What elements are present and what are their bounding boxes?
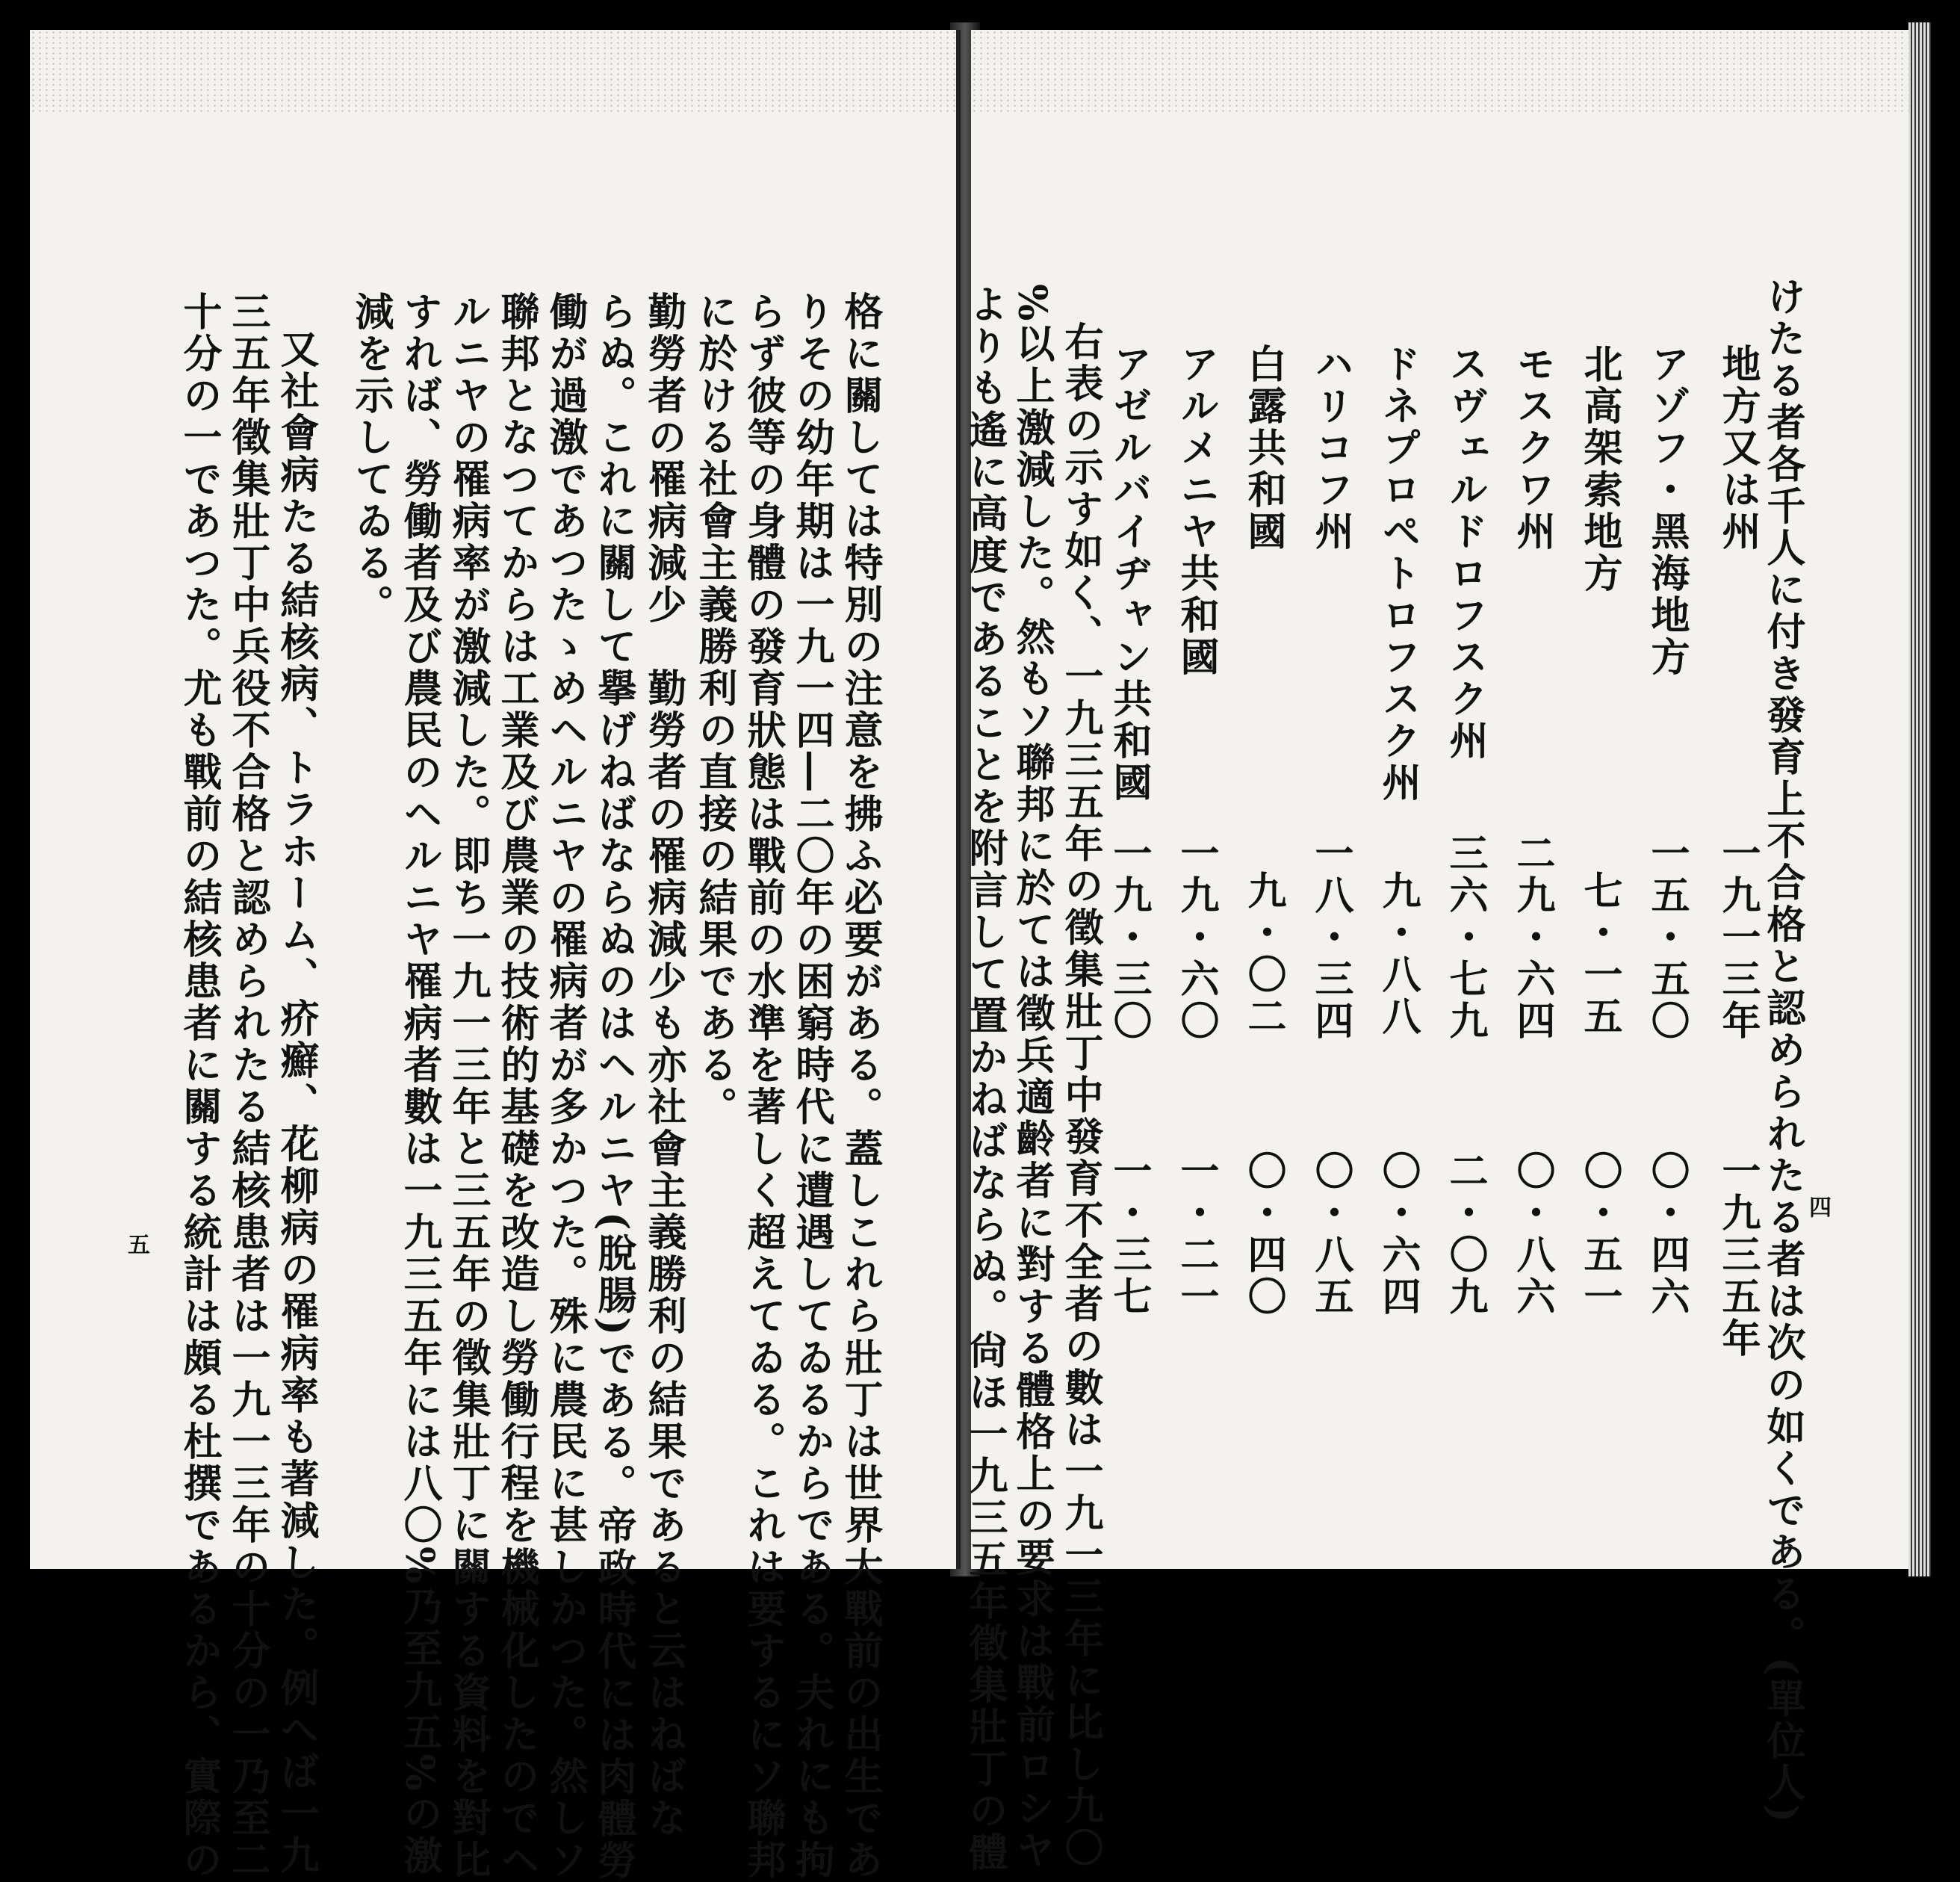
table-row-region: ドネプロペトロフスク州 — [1375, 344, 1421, 804]
table-row-1913: 一五・五〇 — [1644, 833, 1690, 1042]
table-header-1913: 一九一三年 — [1715, 833, 1761, 1042]
body-line: りその幼年期は一九一四―二〇年の困窮時代に遭遇してゐるからである。夫れにも拘 — [789, 291, 834, 1881]
table-row-1935: 一・三七 — [1106, 1151, 1152, 1318]
table-row-1913: 二九・六四 — [1510, 833, 1555, 1042]
body-line: 格に關しては特別の注意を拂ふ必要がある。蓋しこれら壯丁は世界大戰前の出生であ — [837, 291, 883, 1881]
table-row-region: 北高架索地方 — [1577, 344, 1622, 595]
table-row-1935: 二・〇九 — [1442, 1151, 1488, 1318]
table-row-1913: 九・〇二 — [1241, 870, 1286, 1038]
intro-line: けたる者各千人に付き發育上不合格と認められたる者は次の如くである。(單位人) — [1760, 276, 1805, 1826]
table-header-region: 地方又は州 — [1715, 344, 1761, 553]
page-edges — [1908, 22, 1931, 1576]
table-row-region: アゾフ・黑海地方 — [1644, 344, 1690, 678]
table-row-1935: 〇・四六 — [1644, 1151, 1690, 1318]
page-number: 五 — [123, 1233, 149, 1255]
table-row-1935: 〇・四〇 — [1241, 1151, 1286, 1318]
table-row-1913: 七・一五 — [1577, 870, 1622, 1038]
table-header-1935: 一九三五年 — [1715, 1151, 1761, 1360]
body-line: すれば、勞働者及び農民のヘルニヤ罹病者數は一九三五年には八〇%乃至九五%の激 — [397, 291, 442, 1878]
table-row-region: アルメニヤ共和國 — [1173, 344, 1219, 678]
table-row-1935: 〇・五一 — [1577, 1151, 1622, 1318]
table-row-1935: 〇・八五 — [1308, 1151, 1353, 1318]
table-row-region: モスクワ州 — [1510, 344, 1555, 553]
body-line: 働が過激であつたゝめヘルニヤの罹病者が多かつた。殊に農民に甚しかつた。然しソ — [542, 291, 588, 1881]
table-row-region: ハリコフ州 — [1308, 344, 1353, 553]
page-noise — [30, 30, 956, 112]
body-line: らぬ。これに關して擧げねばならぬのはヘルニヤ(脫腸)である。帝政時代には肉體勞 — [591, 291, 636, 1882]
body-line: 減を示してゐる。 — [348, 291, 394, 626]
table-row-region: アゼルバイヂャン共和國 — [1106, 344, 1152, 804]
page-noise — [971, 30, 1908, 112]
table-row-1913: 一八・三四 — [1308, 833, 1353, 1042]
body-line: 聯邦となつてからは工業及び農業の技術的基礎を改造し勞働行程を機械化したのでヘ — [494, 291, 539, 1881]
paragraph-line: よりも遙に高度であることを附言して置かねばならぬ。尙ほ一九三五年徵集壯丁の體 — [962, 284, 1008, 1874]
table-row-1913: 一九・三〇 — [1106, 833, 1152, 1042]
table-row-1913: 九・八八 — [1375, 870, 1421, 1038]
body-line: に於ける社會主義勝利の直接の結果である。 — [692, 291, 737, 1128]
table-row-1935: 〇・六四 — [1375, 1151, 1421, 1318]
table-row-region: 白露共和國 — [1241, 344, 1286, 553]
table-row-1913: 一九・六〇 — [1173, 833, 1219, 1042]
body-line: 十分の一であつた。尤も戰前の結核患者に關する統計は頗る杜撰であるから、實際の — [176, 291, 222, 1881]
body-line: 又社會病たる結核病、トラホーム、疥癬、花柳病の罹病率も著減した。例へば一九 — [273, 329, 319, 1877]
paragraph-line: 右表の示す如く、一九三五年の徵集壯丁中發育不全者の數は一九一三年に比し九〇 — [1058, 321, 1103, 1869]
body-line: ルニヤの罹病率が激減した。即ち一九一三年と三五年の徵集壯丁に關する資料を對比 — [445, 291, 491, 1881]
table-row-1935: 一・二一 — [1173, 1151, 1219, 1318]
table-row-region: スヴェルドロフスク州 — [1442, 344, 1488, 762]
table-row-1913: 三六・七九 — [1442, 833, 1488, 1042]
body-line: 三五年徵集壯丁中兵役不合格と認められたる結核患者は一九一三年の十分の一乃至二 — [225, 291, 270, 1881]
page-number: 四 — [1805, 1195, 1831, 1218]
body-line: らず彼等の身體の發育狀態は戰前の水準を著しく超えてゐる。これは要するにソ聯邦 — [740, 291, 786, 1881]
body-line: 勤勞者の罹病減少 勤勞者の罹病減少も亦社會主義勝利の結果であると云はねばな — [641, 291, 686, 1839]
right-page — [962, 30, 1908, 1874]
paragraph-line: %以上激減した。然もソ聯邦に於ては徵兵適齡者に對する體格上の要求は戰前ロシヤ — [1009, 284, 1055, 1872]
left-page — [30, 30, 961, 1882]
table-row-1935: 〇・八六 — [1510, 1151, 1555, 1318]
